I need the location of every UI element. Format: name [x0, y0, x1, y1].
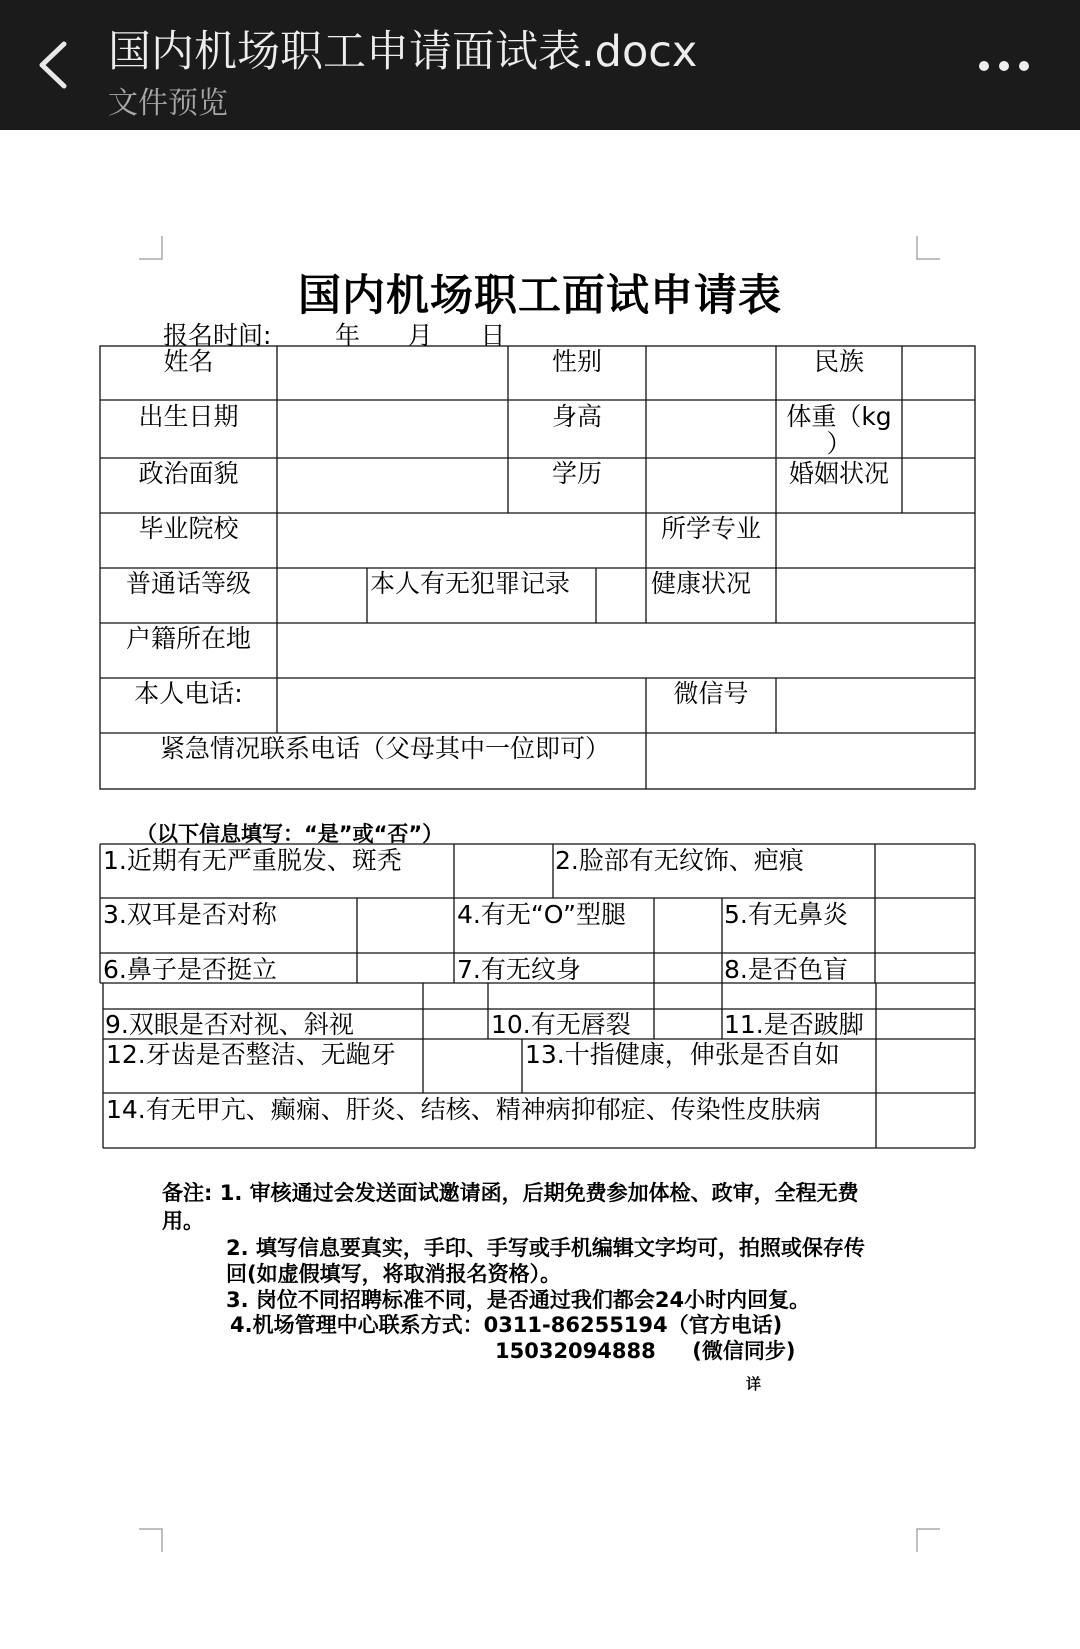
- form-title: 国内机场职工面试申请表: [298, 271, 782, 321]
- answer-5[interactable]: [876, 899, 974, 952]
- answer-7[interactable]: [655, 954, 721, 982]
- question-14: 14.有无甲亢、癫痫、肝炎、结核、精神病抑郁症、传染性皮肤病: [106, 1095, 821, 1124]
- label-household-location: 户籍所在地: [125, 624, 251, 653]
- question-11: 11.是否跛脚: [724, 1010, 864, 1039]
- gender-field[interactable]: [647, 347, 775, 399]
- note-3: 3. 岗位不同招聘标准不同，是否通过我们都会24小时内回复。: [226, 1288, 811, 1312]
- question-2: 2.脸部有无纹饰、疤痕: [555, 846, 804, 875]
- wechat-field[interactable]: [777, 679, 974, 732]
- label-height: 身高: [551, 402, 602, 431]
- label-marital-status: 婚姻状况: [788, 459, 889, 488]
- question-10: 10.有无唇裂: [491, 1010, 631, 1039]
- question-13: 13.十指健康，伸张是否自如: [525, 1040, 840, 1069]
- answer-4[interactable]: [655, 899, 721, 952]
- school-field[interactable]: [278, 514, 645, 567]
- answer-6[interactable]: [358, 954, 453, 982]
- label-weight-cont: ）: [826, 429, 852, 458]
- question-4: 4.有无“O”型腿: [457, 900, 626, 929]
- question-7: 7.有无纹身: [457, 955, 581, 984]
- answer-1[interactable]: [455, 845, 552, 897]
- marital-status-field[interactable]: [903, 459, 974, 512]
- health-status-field[interactable]: [777, 569, 974, 622]
- label-weight: 体重（kg: [786, 402, 892, 431]
- answer-14[interactable]: [877, 1094, 974, 1147]
- label-mandarin-level: 普通话等级: [125, 569, 251, 598]
- crop-mark-top-right: [916, 236, 940, 260]
- preview-subtitle: 文件预览: [108, 86, 228, 121]
- phone-field[interactable]: [278, 679, 645, 732]
- answer-10[interactable]: [655, 984, 721, 1038]
- label-emergency-contact: 紧急情况联系电话（父母其中一位即可）: [160, 734, 611, 763]
- label-ethnicity: 民族: [813, 347, 864, 376]
- question-8: 8.是否色盲: [724, 955, 848, 984]
- height-field[interactable]: [647, 401, 775, 457]
- label-school: 毕业院校: [138, 514, 239, 543]
- mandarin-level-field[interactable]: [278, 569, 366, 622]
- label-political-status: 政治面貌: [138, 459, 239, 488]
- birth-date-field[interactable]: [278, 401, 507, 457]
- question-5: 5.有无鼻炎: [724, 900, 848, 929]
- note-1-line-2: 用。: [162, 1209, 204, 1233]
- question-6: 6.鼻子是否挺立: [103, 955, 277, 984]
- note-2-line-1: 2. 填写信息要真实，手印、手写或手机编辑文字均可，拍照或保存传: [226, 1236, 865, 1260]
- answer-12[interactable]: [424, 1040, 521, 1092]
- label-criminal-record: 本人有无犯罪记录: [370, 569, 571, 598]
- question-3: 3.双耳是否对称: [103, 900, 277, 929]
- political-status-field[interactable]: [278, 459, 507, 512]
- document-title: 国内机场职工申请面试表.docx: [108, 27, 698, 77]
- education-field[interactable]: [647, 459, 775, 512]
- note-4-line-1: 4.机场管理中心联系方式：0311-86255194（官方电话): [230, 1313, 783, 1337]
- label-phone: 本人电话:: [134, 679, 243, 708]
- name-field[interactable]: [278, 347, 507, 399]
- label-health-status: 健康状况: [650, 569, 751, 598]
- label-birth-date: 出生日期: [138, 402, 239, 431]
- weight-field[interactable]: [903, 401, 974, 457]
- crop-mark-bottom-left: [139, 1528, 163, 1552]
- criminal-record-field[interactable]: [597, 569, 645, 622]
- ethnicity-field[interactable]: [903, 347, 974, 399]
- answer-8[interactable]: [876, 954, 974, 982]
- label-education: 学历: [551, 459, 602, 488]
- questions-header: （以下信息填写：“是”或“否”）: [136, 822, 444, 846]
- chevron-left-icon[interactable]: [34, 40, 74, 90]
- app-bar: [0, 0, 1080, 130]
- crop-mark-top-left: [139, 236, 163, 260]
- crop-mark-bottom-right: [916, 1528, 940, 1552]
- label-major: 所学专业: [660, 514, 761, 543]
- registration-time: 报名时间: 年 月 日: [163, 321, 506, 350]
- more-horizontal-icon[interactable]: [974, 48, 1034, 84]
- label-gender: 性别: [551, 347, 602, 376]
- household-location-field[interactable]: [278, 624, 974, 677]
- answer-9[interactable]: [424, 984, 487, 1038]
- footer-fragment: 详: [746, 1375, 762, 1393]
- emergency-contact-field[interactable]: [647, 734, 974, 788]
- note-4-line-2: 15032094888 (微信同步): [495, 1339, 796, 1363]
- note-2-line-2: 回(如虚假填写，将取消报名资格）。: [226, 1262, 562, 1286]
- question-9: 9.双眼是否对视、斜视: [105, 1010, 354, 1039]
- answer-2[interactable]: [876, 845, 974, 897]
- question-12: 12.牙齿是否整洁、无龅牙: [106, 1040, 396, 1069]
- major-field[interactable]: [777, 514, 974, 567]
- question-1: 1.近期有无严重脱发、斑秃: [103, 846, 402, 875]
- note-1-line-1: 备注: 1. 审核通过会发送面试邀请函，后期免费参加体检、政审，全程无费: [162, 1181, 859, 1205]
- answer-3[interactable]: [358, 899, 453, 952]
- label-wechat: 微信号: [673, 679, 749, 708]
- answer-11[interactable]: [877, 984, 974, 1038]
- answer-13[interactable]: [877, 1040, 974, 1092]
- label-name: 姓名: [163, 347, 214, 376]
